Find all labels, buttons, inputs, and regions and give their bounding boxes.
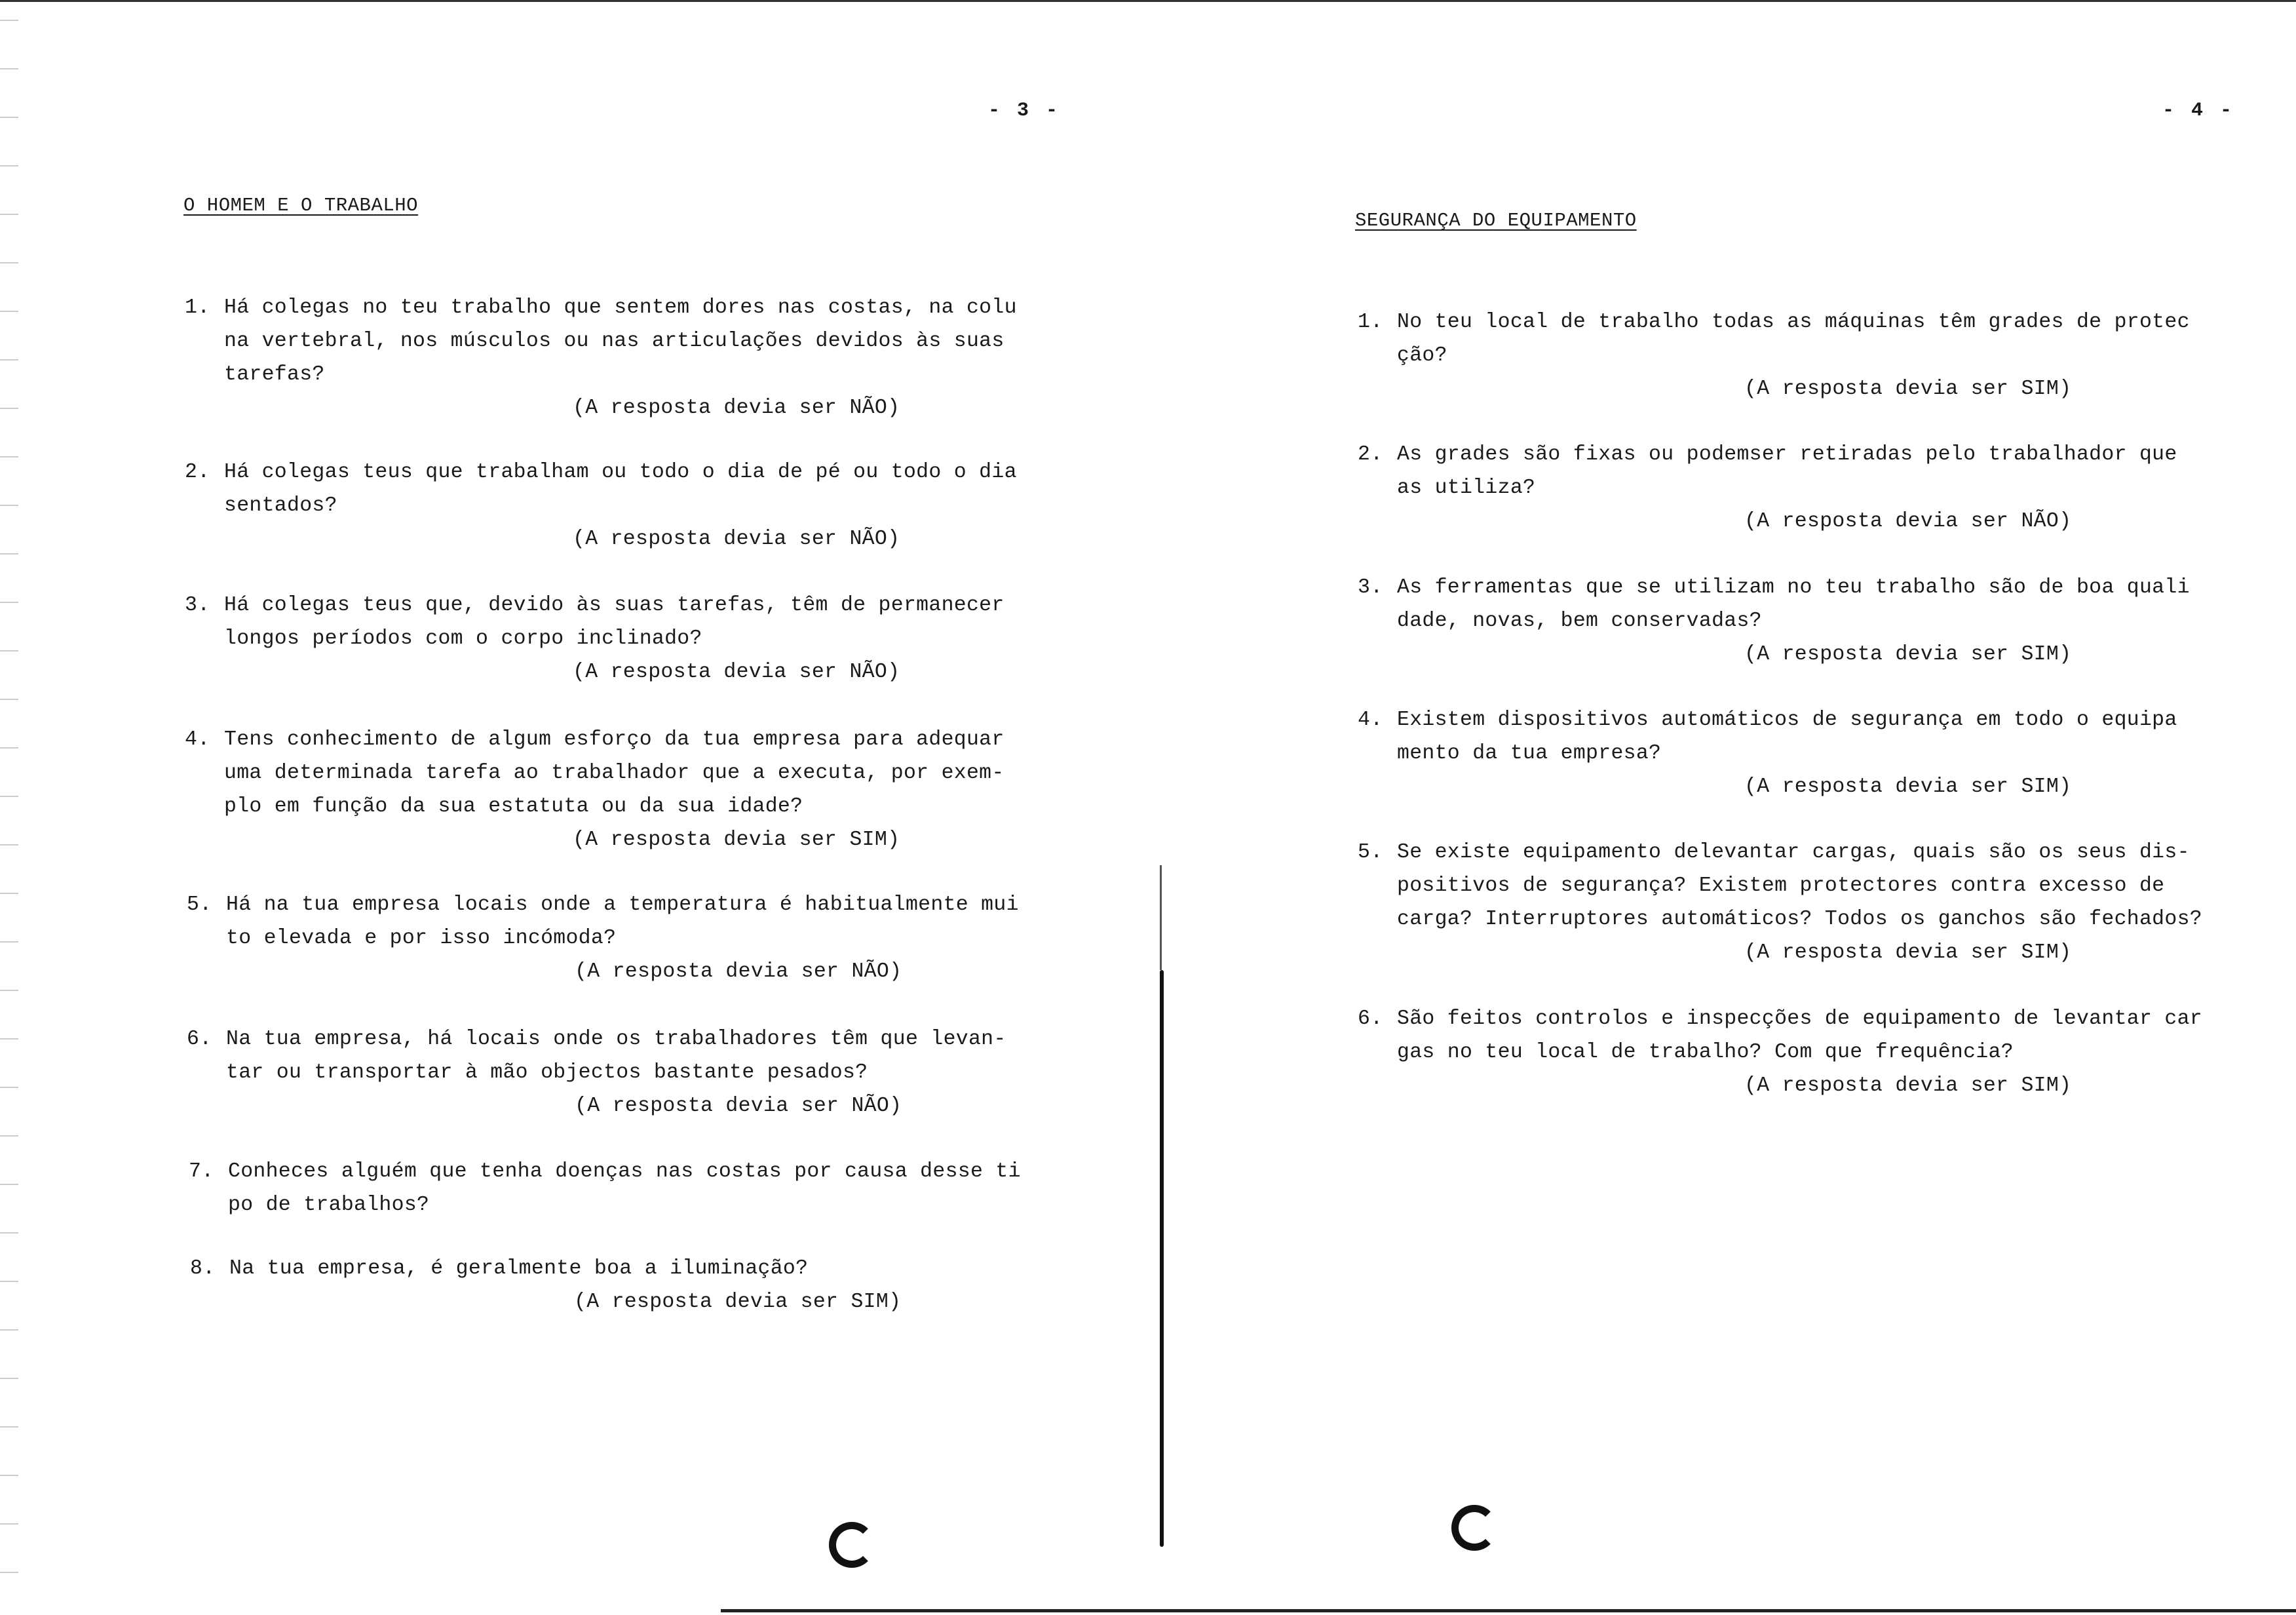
expected-answer: (A resposta devia ser NÃO) [575, 960, 902, 983]
question-text-line: Na tua empresa, há locais onde os trabalhadores têm que levan- [226, 1028, 1006, 1051]
question-text-line: As ferramentas que se utilizam no teu trabalho são de boa quali [1397, 576, 2190, 599]
question-text-line: na vertebral, nos músculos ou nas articulações devidos às suas [224, 330, 1004, 353]
question-text-line: Existem dispositivos automáticos de segurança em todo o equipa [1397, 709, 2177, 731]
expected-answer: (A resposta devia ser SIM) [1744, 378, 2072, 400]
section-heading-left: O HOMEM E O TRABALHO [183, 195, 419, 216]
right-question-4 [1358, 703, 2177, 804]
left-question-3 [185, 589, 1004, 689]
question-number: 6. [1358, 1007, 1383, 1030]
expected-answer: (A resposta devia ser NÃO) [573, 397, 900, 419]
question-text-line: Conheces alguém que tenha doenças nas costas por causa desse ti [228, 1160, 1021, 1183]
question-number: 5. [187, 893, 212, 916]
right-question-3 [1358, 571, 2190, 671]
scan-bottom-edge [721, 1609, 2296, 1612]
question-text-line: mento da tua empresa? [1397, 742, 1662, 765]
page-fold-upper [1160, 865, 1162, 970]
question-text-line: Há na tua empresa locais onde a temperatura é habitualmente mui [226, 893, 1019, 916]
expected-answer: (A resposta devia ser SIM) [1744, 775, 2072, 798]
right-question-2 [1358, 438, 2177, 538]
question-text-line: plo em função da sua estatuta ou da sua idade? [224, 795, 803, 818]
question-number: 3. [1358, 576, 1383, 599]
question-number: 2. [1358, 443, 1383, 466]
question-text-line: tarefas? [224, 363, 325, 386]
left-question-1 [185, 291, 1017, 425]
question-text-line: São feitos controlos e inspecções de equipamento de levantar car [1397, 1007, 2202, 1030]
scan-left-edge-noise [0, 0, 18, 1615]
left-question-8 [190, 1252, 901, 1319]
question-text-line: tar ou transportar à mão objectos bastante pesados? [226, 1061, 868, 1084]
question-text-line: carga? Interruptores automáticos? Todos os ganchos são fechados? [1397, 908, 2202, 931]
question-text-line: gas no teu local de trabalho? Com que frequência? [1397, 1041, 2014, 1064]
question-number: 1. [1358, 311, 1383, 334]
scan-top-edge [0, 0, 2296, 2]
expected-answer: (A resposta devia ser SIM) [1744, 1074, 2072, 1097]
question-text-line: ção? [1397, 344, 1447, 367]
question-text-line: longos períodos com o corpo inclinado? [224, 627, 702, 650]
question-text-line: No teu local de trabalho todas as máquinas têm grades de protec [1397, 311, 2190, 334]
question-text-line: Se existe equipamento delevantar cargas, quais são os seus dis- [1397, 841, 2190, 864]
question-text-line: Há colegas teus que trabalham ou todo o dia de pé ou todo o dia [224, 461, 1017, 484]
question-text-line: dade, novas, bem conservadas? [1397, 610, 1762, 632]
question-text-line: po de trabalhos? [228, 1194, 430, 1216]
right-question-5 [1358, 836, 2202, 969]
expected-answer: (A resposta devia ser NÃO) [573, 528, 900, 551]
question-text-line: positivos de segurança? Existem protectores contra excesso de [1397, 874, 2165, 897]
expected-answer: (A resposta devia ser SIM) [574, 1291, 902, 1313]
left-question-6 [187, 1022, 1006, 1123]
left-question-5 [187, 888, 1019, 988]
expected-answer: (A resposta devia ser NÃO) [573, 661, 900, 684]
question-text-line: Há colegas teus que, devido às suas tarefas, têm de permanecer [224, 594, 1004, 617]
page-number-left: - 3 - [988, 100, 1061, 122]
question-text-line: Há colegas no teu trabalho que sentem dores nas costas, na colu [224, 296, 1017, 319]
page-fold [1160, 970, 1164, 1547]
question-number: 6. [187, 1028, 212, 1051]
expected-answer: (A resposta devia ser SIM) [1744, 643, 2072, 666]
expected-answer: (A resposta devia ser NÃO) [575, 1095, 902, 1118]
question-text-line: sentados? [224, 494, 337, 517]
left-question-4 [185, 723, 1004, 857]
question-number: 7. [189, 1160, 214, 1183]
question-number: 4. [1358, 709, 1383, 731]
question-number: 1. [185, 296, 210, 319]
question-text-line: As grades são fixas ou podemser retiradas pelo trabalhador que [1397, 443, 2177, 466]
question-text-line: Na tua empresa, é geralmente boa a iluminação? [229, 1257, 809, 1280]
right-question-1 [1358, 305, 2190, 406]
expected-answer: (A resposta devia ser SIM) [1744, 941, 2072, 964]
page-number-right: - 4 - [2162, 100, 2235, 122]
question-number: 2. [185, 461, 210, 484]
question-text-line: to elevada e por isso incómoda? [226, 927, 617, 950]
binder-hole-right-icon [1451, 1505, 1497, 1551]
question-text-line: as utiliza? [1397, 477, 1536, 499]
question-text-line: uma determinada tarefa ao trabalhador que a executa, por exem- [224, 762, 1004, 785]
right-question-6 [1358, 1002, 2202, 1102]
left-question-7 [189, 1155, 1021, 1222]
question-number: 5. [1358, 841, 1383, 864]
question-number: 8. [190, 1257, 216, 1280]
question-number: 3. [185, 594, 210, 617]
question-number: 4. [185, 728, 210, 751]
question-text-line: Tens conhecimento de algum esforço da tua empresa para adequar [224, 728, 1004, 751]
expected-answer: (A resposta devia ser SIM) [573, 828, 900, 851]
section-heading-right: SEGURANÇA DO EQUIPAMENTO [1355, 210, 1637, 231]
binder-hole-left-icon [829, 1522, 875, 1568]
left-question-2 [185, 456, 1017, 556]
expected-answer: (A resposta devia ser NÃO) [1744, 510, 2072, 533]
